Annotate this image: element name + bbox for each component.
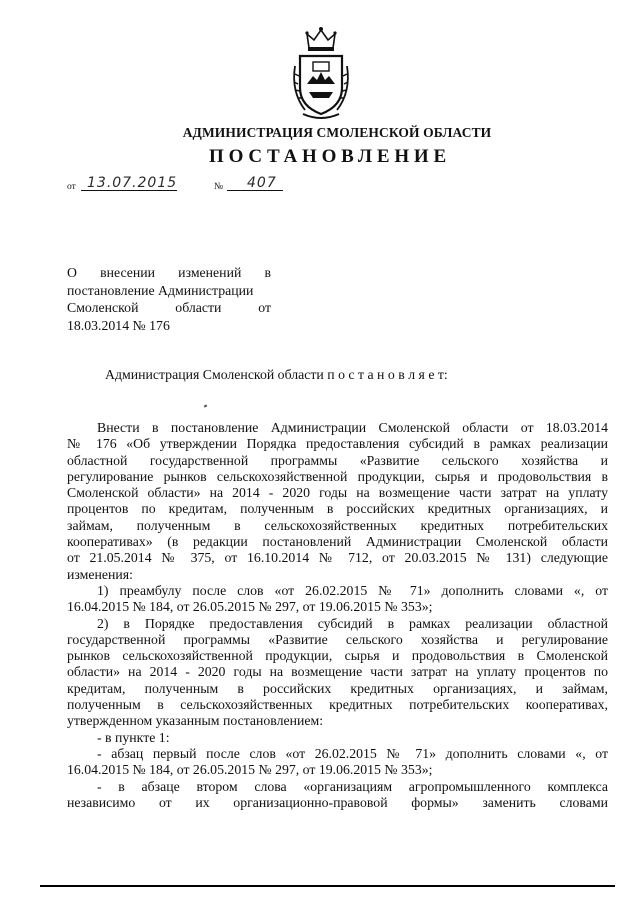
number-label: № bbox=[214, 182, 224, 192]
subject-line: 18.03.2014 № 176 bbox=[67, 317, 170, 333]
document-type-title: ПОСТАНОВЛЕНИЕ bbox=[209, 146, 451, 167]
body-line: изменения: bbox=[67, 566, 133, 582]
body-line: области» на 2014 - 2020 годы на возмещение части затрат на уплату процентов по bbox=[67, 664, 608, 680]
body-line: кредитам, полученным в российских кредитных организациях, и займам, bbox=[67, 680, 608, 696]
body-line: независимо от их организационно-правовой формы» заменить словами bbox=[67, 794, 608, 810]
body-line: рынков сельскохозяйственной продукции, сырья и продовольствия в Смоленской bbox=[67, 648, 608, 664]
body-line: регулирование рынков сельскохозяйственной продукции, сырья и продовольствия в bbox=[67, 468, 608, 484]
subject-line: О внесении изменений в bbox=[67, 265, 271, 280]
document-body bbox=[67, 420, 608, 811]
body-line: - абзац первый после слов «от 26.02.2015 № 71» дополнить словами «, от bbox=[97, 745, 608, 761]
body-line: областной государственной программы «Развитие сельского хозяйства и bbox=[67, 452, 608, 468]
handwritten-date: 13.07.2015 bbox=[87, 175, 178, 191]
body-line: № 176 «Об утверждении Порядка предоставления субсидий в рамках реализации bbox=[67, 436, 608, 452]
body-line: 1) преамбулу после слов «от 26.02.2015 № 71» дополнить словами «, от bbox=[97, 582, 608, 598]
body-line: от 21.05.2014 № 375, от 16.10.2014 № 712, от 20.03.2015 № 131) следующие bbox=[67, 550, 608, 566]
decree-statement: Администрация Смоленской области п о с т а н о в л я е т: bbox=[105, 367, 448, 382]
body-line: - в абзаце втором слова «организациям агропромышленного комплекса bbox=[97, 778, 608, 794]
body-line: кооперативах» (в редакции постановлений Администрации Смоленской области bbox=[67, 534, 608, 550]
body-line: 16.04.2015 № 184, от 26.05.2015 № 297, от 19.06.2015 № 353»; bbox=[67, 599, 433, 615]
body-line: полученным в сельскохозяйственных кредитных потребительских кооперативах, bbox=[67, 697, 608, 713]
subject-line: постановление Администрации bbox=[67, 282, 254, 298]
body-line: государственной программы «Развитие сельского хозяйства и регулирование bbox=[67, 631, 608, 647]
page-bottom-rule bbox=[40, 885, 615, 887]
from-label: от bbox=[67, 182, 76, 192]
organization-name: АДМИНИСТРАЦИЯ СМОЛЕНСКОЙ ОБЛАСТИ bbox=[182, 125, 492, 140]
body-line: утвержденном указанным постановлением: bbox=[67, 713, 324, 729]
body-line: процентов по кредитам, полученным в российских кредитных организациях, и bbox=[67, 501, 608, 517]
body-line: 2) в Порядке предоставления субсидий в рамках реализации областной bbox=[97, 615, 608, 631]
body-line: 16.04.2015 № 184, от 26.05.2015 № 297, от 19.06.2015 № 353»; bbox=[67, 762, 433, 778]
body-line: Внести в постановление Администрации Смоленской области от 18.03.2014 bbox=[97, 420, 608, 435]
handwritten-number: 407 bbox=[247, 175, 277, 191]
date-number-line bbox=[67, 172, 307, 194]
smolensk-coat-of-arms-emblem bbox=[287, 26, 355, 122]
body-line: - в пункте 1: bbox=[97, 729, 170, 745]
body-line: Смоленской области» на 2014 - 2020 годы на возмещение части затрат на уплату bbox=[67, 485, 608, 501]
document-subject bbox=[67, 264, 271, 334]
subject-line: Смоленской области от bbox=[67, 300, 271, 315]
body-line: займам, полученным в сельскохозяйственных кредитных потребительских bbox=[67, 517, 608, 533]
stray-mark bbox=[204, 404, 208, 407]
